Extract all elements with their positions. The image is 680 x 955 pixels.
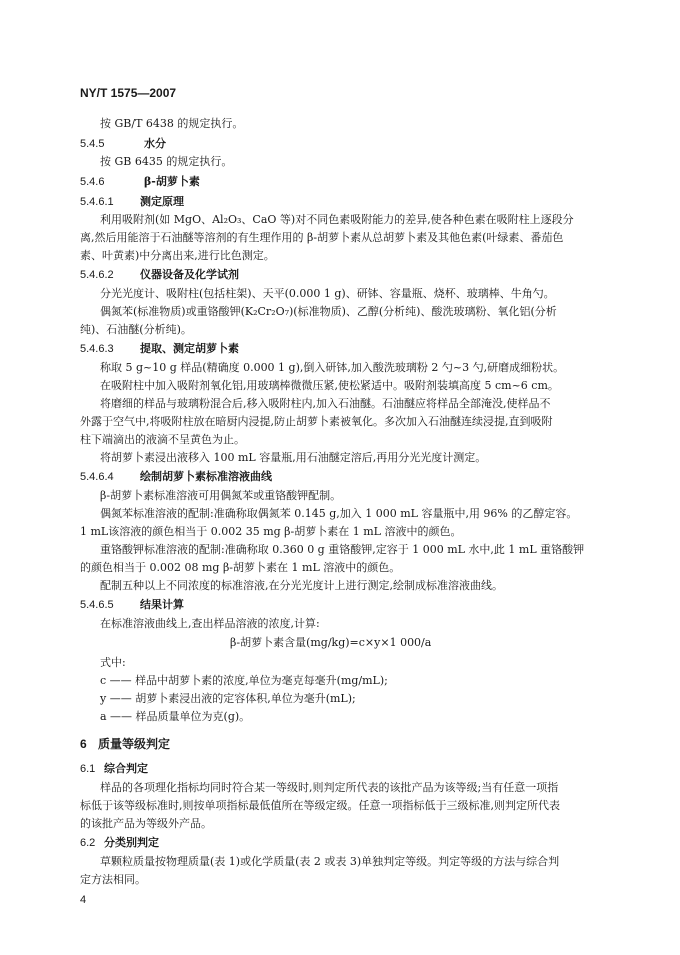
section-title: 仪器设备及化学试剂 — [140, 268, 239, 281]
page-number: 4 — [80, 894, 87, 906]
paragraph-line: 按 GB/T 6438 的规定执行。 — [100, 117, 244, 130]
section-heading-5-4-6-4 — [80, 470, 272, 484]
paragraph-line: 的颜色相当于 0.002 08 mg β-胡萝卜素在 1 mL 溶液中的颜色。 — [80, 561, 401, 574]
section-title: 测定原理 — [140, 195, 184, 208]
paragraph-line: 外露于空气中,将吸附柱放在暗厨内浸提,防止胡萝卜素被氧化。多次加入石油醚连续浸提,直到吸附 — [80, 415, 553, 428]
section-number: 6.1 — [80, 763, 96, 775]
paragraph-line: 按 GB 6435 的规定执行。 — [100, 155, 233, 168]
section-heading-6-2 — [80, 836, 159, 850]
standard-code-header: NY/T 1575—2007 — [80, 86, 177, 100]
variable-definition: a —— 样品质量单位为克(g)。 — [100, 710, 251, 723]
section-title: 绘制胡萝卜素标准溶液曲线 — [140, 470, 272, 483]
section-heading-5-4-6-1 — [80, 195, 184, 209]
section-title: 水分 — [144, 137, 166, 150]
section-number: 6 — [80, 737, 87, 751]
paragraph-line: 草颗粒质量按物理质量(表 1)或化学质量(表 2 或表 3)单独判定等级。判定等级的方法与综合判 — [100, 855, 560, 868]
section-number: 5.4.6.2 — [80, 269, 114, 281]
section-number: 5.4.6 — [80, 176, 105, 188]
paragraph-line: 柱下端滴出的液滴不呈黄色为止。 — [80, 433, 245, 446]
paragraph-line: 定方法相同。 — [80, 873, 146, 886]
variable-definition: c —— 样品中胡萝卜素的浓度,单位为毫克每毫升(mg/mL); — [100, 674, 388, 687]
section-heading-5-4-6-5 — [80, 598, 184, 612]
paragraph-line: 在标准溶液曲线上,查出样品溶液的浓度,计算: — [100, 617, 320, 630]
section-heading-6 — [80, 737, 170, 751]
paragraph-line: 离,然后用能溶于石油醚等溶剂的有生理作用的 β-胡萝卜素从总胡萝卜素及其他色素(叶绿素、番茄色 — [80, 231, 564, 244]
paragraph-line: 标低于该等级标准时,则按单项指标最低值所在等级定级。任意一项指标低于三级标准,则判定所代表 — [80, 799, 560, 812]
variable-definition: y —— 胡萝卜素浸出液的定容体积,单位为毫升(mL); — [100, 692, 356, 705]
formula-where-label: 式中: — [100, 656, 126, 669]
paragraph-line: 的该批产品为等级外产品。 — [80, 817, 212, 830]
paragraph-line: 偶氮苯(标准物质)或重铬酸钾(K₂Cr₂O₇)(标准物质)、乙醇(分析纯)、酸洗玻璃粉、氧化铝(分析 — [100, 305, 557, 318]
section-heading-5-4-6 — [80, 175, 200, 189]
paragraph-line: 分光光度计、吸附柱(包括柱架)、天平(0.000 1 g)、研钵、容量瓶、烧杯、玻璃棒、牛角勺。 — [100, 287, 555, 300]
section-heading-5-4-6-3 — [80, 342, 239, 356]
section-title: 结果计算 — [140, 598, 184, 611]
section-number: 5.4.5 — [80, 138, 105, 150]
section-number: 6.2 — [80, 837, 96, 849]
paragraph-line: 称取 5 g~10 g 样品(精确度 0.000 1 g),倒入研钵,加入酸洗玻璃粉 2 勺~3 勺,研磨成细粉状。 — [100, 361, 565, 374]
paragraph-line: β-胡萝卜素标准溶液可用偶氮苯或重铬酸钾配制。 — [100, 489, 342, 502]
section-heading-5-4-6-2 — [80, 268, 239, 282]
section-number: 5.4.6.1 — [80, 196, 114, 208]
formula: β-胡萝卜素含量(mg/kg)=c×y×1 000/a — [230, 636, 432, 649]
paragraph-line: 素、叶黄素)中分离出来,进行比色测定。 — [80, 249, 275, 262]
paragraph-line: 配制五种以上不同浓度的标准溶液,在分光光度计上进行测定,绘制成标准溶液曲线。 — [100, 579, 503, 592]
paragraph-line: 重铬酸钾标准溶液的配制:准确称取 0.360 0 g 重铬酸钾,定容于 1 000 mL 水中,此 1 mL 重铬酸钾 — [100, 543, 585, 556]
paragraph-line: 将磨细的样品与玻璃粉混合后,移入吸附柱内,加入石油醚。石油醚应将样品全部淹没,使样品不 — [100, 397, 551, 410]
section-number: 5.4.6.4 — [80, 471, 114, 483]
section-number: 5.4.6.3 — [80, 343, 114, 355]
section-title: 综合判定 — [104, 762, 148, 775]
paragraph-line: 纯)、石油醚(分析纯)。 — [80, 323, 192, 336]
section-title: β-胡萝卜素 — [144, 175, 200, 188]
section-heading-5-4-5 — [80, 137, 166, 151]
paragraph-line: 样品的各项理化指标均同时符合某一等级时,则判定所代表的该批产品为该等级;当有任意一项指 — [100, 781, 559, 794]
paragraph-line: 利用吸附剂(如 MgO、Al₂O₃、CaO 等)对不同色素吸附能力的差异,使各种色素在吸附柱上逐段分 — [100, 213, 574, 226]
paragraph-line: 在吸附柱中加入吸附剂氧化铝,用玻璃棒微微压紧,使松紧适中。吸附剂装填高度 5 cm~6 cm。 — [100, 379, 559, 392]
paragraph-line: 偶氮苯标准溶液的配制:准确称取偶氮苯 0.145 g,加入 1 000 mL 容量瓶中,用 96% 的乙醇定容。 — [100, 507, 578, 520]
section-title: 分类别判定 — [104, 836, 159, 849]
paragraph-line: 将胡萝卜素浸出液移入 100 mL 容量瓶,用石油醚定溶后,再用分光光度计测定。 — [100, 451, 487, 464]
section-heading-6-1 — [80, 762, 148, 776]
section-title: 质量等级判定 — [98, 737, 171, 751]
section-number: 5.4.6.5 — [80, 599, 114, 611]
section-title: 提取、测定胡萝卜素 — [140, 342, 239, 355]
paragraph-line: 1 mL该溶液的颜色相当于 0.002 35 mg β-胡萝卜素在 1 mL 溶液中的颜色。 — [80, 525, 462, 538]
